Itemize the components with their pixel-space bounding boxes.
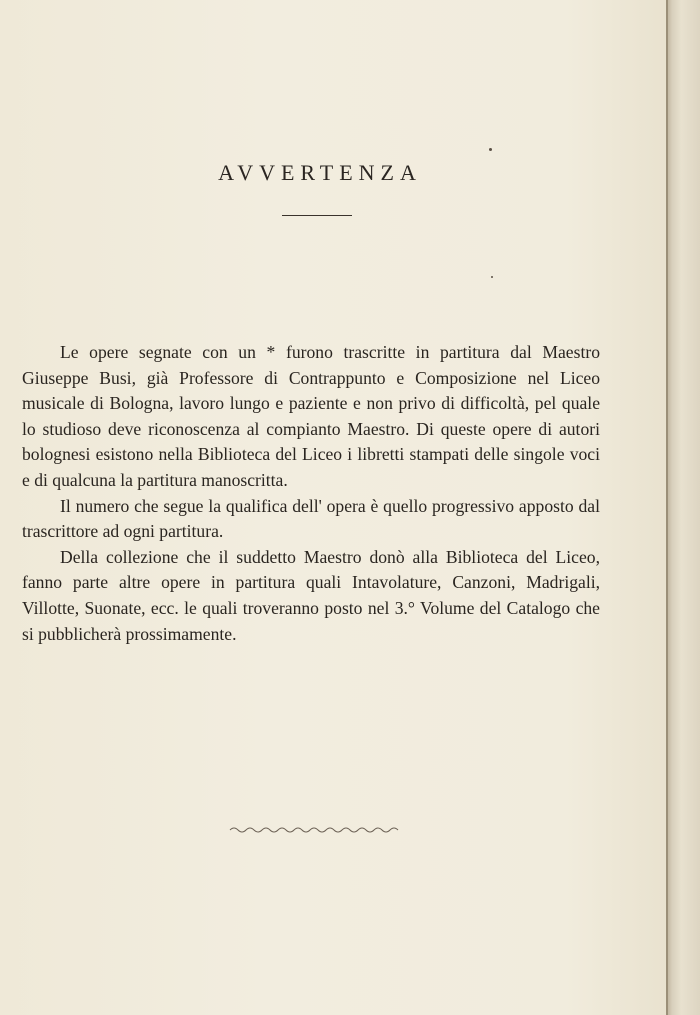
page-title: AVVERTENZA — [218, 160, 422, 185]
paragraph-1: Le opere segnate con un * furono trascritte in partitura dal Maestro Giuseppe Busi, già Professore di Contrappunto e Composizione nel Liceo musicale di Bologna, lavoro lungo e paziente e non privo di difficoltà, pel quale lo studioso deve riconoscenza al compianto Maestro. Di queste opere di autori bolognesi esistono nella Biblioteca del Liceo i libretti stampati delle singole voci e di qualcuna la partitura manoscritta. — [22, 342, 600, 490]
speck — [491, 276, 493, 278]
wavy-rule-ornament-icon — [228, 823, 400, 837]
notice-body — [22, 340, 600, 647]
paragraph-2: Il numero che segue la qualifica dell' opera è quello progressivo apposto dal trascrittore ad ogni partitura. — [22, 495, 600, 542]
page-gutter-line — [666, 0, 668, 1015]
title-rule — [282, 215, 352, 216]
page-edge — [666, 0, 700, 1015]
paragraph-3: Della collezione che il suddetto Maestro donò alla Biblioteca del Liceo, fanno parte altre opere in partitura quali Intavolature, Canzoni, Madrigali, Villotte, Suonate, ecc. le quali troveranno posto nel 3.° Volume del Catalogo che si pubblicherà prossimamente. — [22, 546, 600, 644]
speck — [489, 148, 492, 151]
